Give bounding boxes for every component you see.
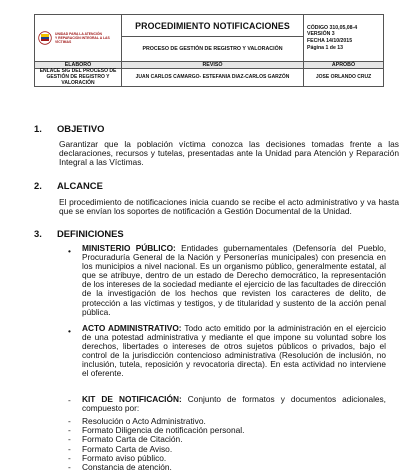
section-number: 3. <box>34 228 42 239</box>
definition-ministerio-publico <box>82 244 386 317</box>
logo-text-1: UNIDAD PARA LA ATENCIÓN <box>55 31 102 36</box>
document-title: PROCEDIMIENTO NOTIFICACIONES <box>122 15 304 37</box>
list-item: - Constancia de atención. <box>68 462 172 472</box>
elaboro-label: ELABORÓ <box>35 62 122 69</box>
definition-term: KIT DE NOTIFICACIÓN: <box>82 394 182 404</box>
logo-cell <box>35 15 122 62</box>
list-item: - Resolución o Acto Administrativo. <box>68 416 206 426</box>
reviso-label: REVISÓ <box>122 62 304 69</box>
section-definiciones-heading <box>34 228 124 239</box>
dash-marker: - <box>68 395 71 405</box>
definition-text: Entidades gubernamentales (Defensoría del Pueblo, Procuraduría General de la Nación y Personerías municipales) con presencia en los municipios a nivel nacional. Es un organismo público, generalmente estatal, al que se atribuye, dentro de un estado de Derecho democrático, la representación de los intereses de la sociedad mediante el ejercicio de las facultades de dirección de la investigación de los hechos que revisten los caracteres de delito, de protección a las víctimas y testigos, y de titularidad y sustento de la acción penal pública. <box>82 243 386 317</box>
list-item: - Formato Carta de Aviso. <box>68 443 173 454</box>
page-number: Página 1 de 13 <box>307 44 344 51</box>
colombia-shield-icon <box>38 31 52 45</box>
list-item: - Formato aviso público. <box>68 452 167 463</box>
logo-text-2: Y REPARACIÓN INTEGRAL A LAS VÍCTIMAS <box>55 35 110 45</box>
section-alcance-heading <box>34 180 103 191</box>
section-objetivo-text: Garantizar que la población víctima conozca las decisiones tomadas frente a las declaraciones, recursos y tutelas, presentadas ante la Unidad para Atención y Reparación Integral a las Víctimas. <box>59 139 399 168</box>
definition-text: Todo acto emitido por la administración en el ejercicio de una potestad administrativa y mediante el que impone su voluntad sobre los derechos, libertades o intereses de otros sujetos públicos o privados, bajo el control de la jurisdicción contencioso administrativa (Resolución de inclusión, no inclusión, tutela, reposición y revocatoria directa). En esta actividad no interviene el oferente. <box>82 323 387 379</box>
version: VERSIÓN 3 <box>307 31 335 38</box>
section-title: ALCANCE <box>57 180 103 191</box>
process-subtitle: PROCESO DE GESTIÓN DE REGISTRO Y VALORACIÓN <box>122 37 304 62</box>
bullet-marker: • <box>68 246 71 256</box>
definition-term: ACTO ADMINISTRATIVO: <box>82 323 182 333</box>
elaboro-value: ENLACE SIG DEL PROCESO DE GESTIÓN DE REGISTRO Y VALORACIÓN <box>35 69 122 87</box>
list-item: - Formato Diligencia de notificación personal. <box>68 425 245 436</box>
section-title: OBJETIVO <box>57 123 105 134</box>
section-number: 1. <box>34 123 42 134</box>
aprobo-label: APROBÓ <box>304 62 384 69</box>
document-header <box>34 14 384 87</box>
definition-term: MINISTERIO PÚBLICO: <box>82 243 176 253</box>
section-alcance-text: El procedimiento de notificaciones inicia cuando se recibe el acto administrativo y va hasta que se envían los soportes de notificación a Gestión Documental de la Unidad. <box>59 197 399 217</box>
section-title: DEFINICIONES <box>57 228 124 239</box>
kit-items-list <box>68 417 244 472</box>
section-objetivo-heading <box>34 123 104 134</box>
bullet-marker: • <box>68 326 71 336</box>
section-number: 2. <box>34 180 42 191</box>
reviso-value: JUAN CARLOS CAMARGO- ESTEFANIA DIAZ-CARLOS GARZÓN <box>122 69 304 87</box>
definition-text: Conjunto de formatos y documentos adicionales, compuesto por: <box>82 394 386 414</box>
code: CÓDIGO 310,05,08-4 <box>307 24 358 31</box>
aprobo-value: JOSE ORLANDO CRUZ <box>304 69 384 87</box>
list-item: - Formato Carta de Citación. <box>68 434 183 445</box>
code-block <box>304 15 384 62</box>
definition-acto-administrativo <box>82 324 386 379</box>
date: FECHA 14/10/2015 <box>307 38 353 44</box>
definition-kit-notificacion <box>82 395 386 413</box>
